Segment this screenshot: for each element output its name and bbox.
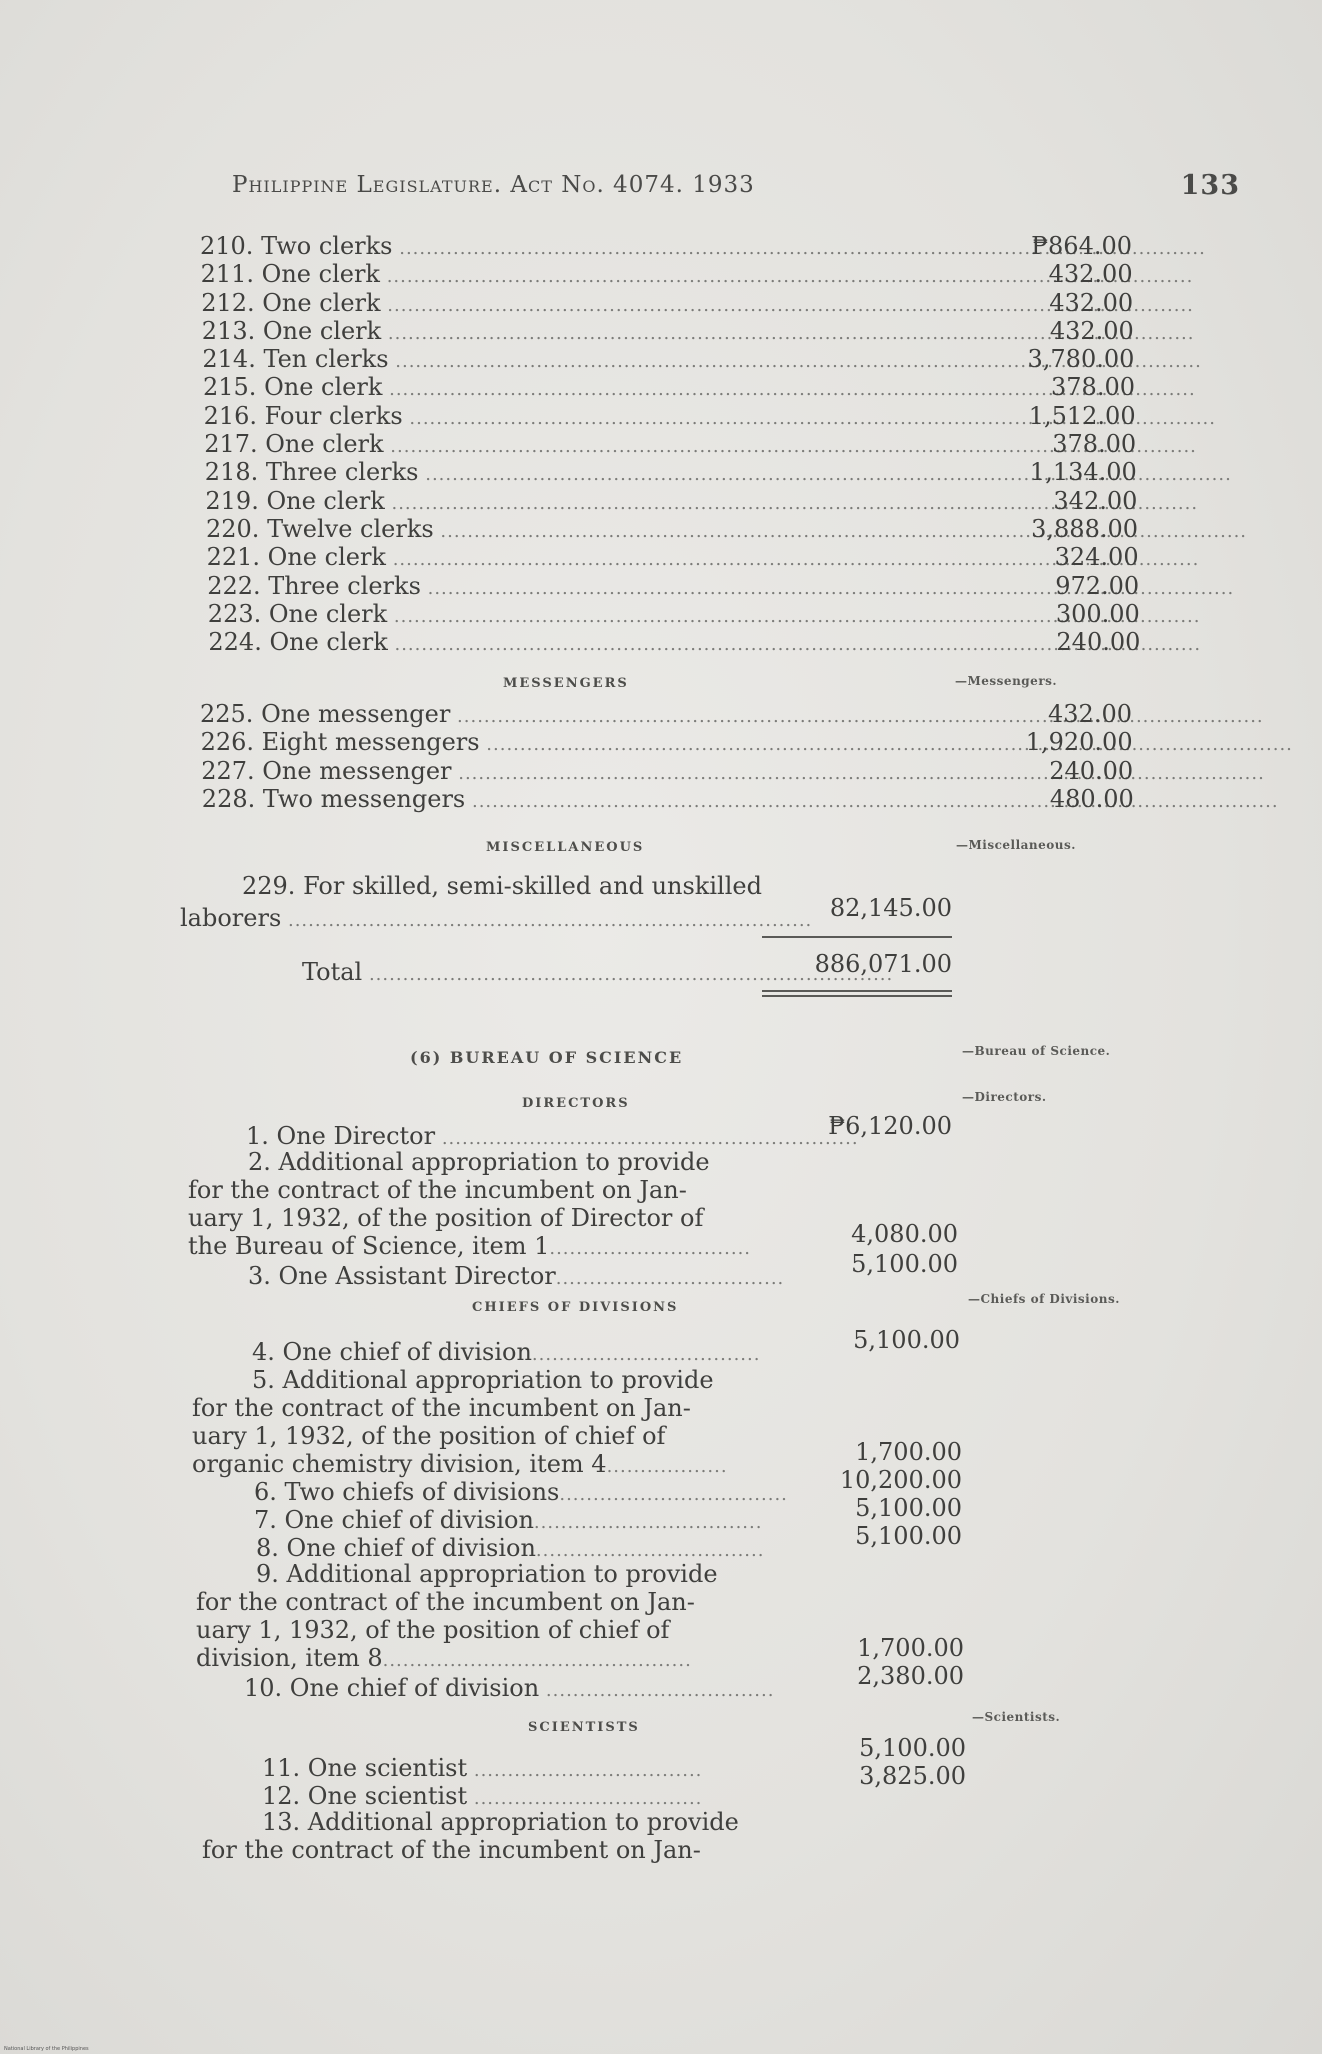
director-item-2-line: uary 1, 1932, of the position of Director of — [188, 1204, 704, 1232]
section-heading-scientists: SCIENTISTS — [528, 1720, 640, 1735]
clerk-label: 216. Four clerks ..... — [204, 402, 747, 433]
messenger-label: 228. Two messengers ..... — [202, 785, 744, 816]
total-amount: 886,071.00 — [814, 950, 952, 978]
clerk-amount: 3,888.00 — [1031, 514, 1138, 543]
clerk-row — [187, 543, 1139, 572]
clerk-amount: 432.00 — [1049, 288, 1134, 317]
chief-item-9-last: division, item 8 — [196, 1644, 383, 1672]
director-item-2-line: the Bureau of Science, item 1.............................. — [188, 1232, 752, 1260]
section-heading-miscellaneous: MISCELLANEOUS — [486, 840, 645, 855]
director-item-1-label: 1. One Director — [246, 1122, 436, 1150]
director-item-2 — [188, 1148, 768, 1263]
misc-item-line2: laborers .............................................................................. — [180, 904, 813, 932]
scientist-item-13 — [202, 1808, 782, 1864]
clerk-label: 220. Twelve clerks ..... — [206, 515, 751, 546]
clerk-label: 224. One clerk ..... — [208, 628, 755, 659]
margin-note-bureau: —Bureau of Science. — [962, 1044, 1111, 1058]
margin-note-scientists: —Scientists. — [972, 1710, 1061, 1724]
director-item-2-line: for the contract of the incumbent on Jan- — [188, 1176, 687, 1204]
scientist-item-12: 12. One scientist .................................. — [262, 1782, 703, 1810]
footer-credit: National Library of the Philippines — [4, 2046, 89, 2052]
clerk-label: 222. Three clerks ..... — [207, 572, 753, 603]
chief-item-4-label: 4. One chief of division — [252, 1338, 532, 1366]
sum-rule — [762, 936, 952, 938]
clerk-row — [185, 486, 1138, 515]
clerk-label: 219. One clerk ..... — [205, 487, 750, 518]
clerk-amount: 378.00 — [1052, 430, 1137, 459]
clerk-label: 217. One clerk ..... — [204, 430, 748, 461]
chief-item-10-label: 10. One chief of division — [244, 1674, 540, 1702]
chief-item-7-label: 7. One chief of division — [254, 1506, 534, 1534]
section-heading-directors: DIRECTORS — [522, 1096, 630, 1111]
chief-item-7-amount: 5,100.00 — [855, 1494, 962, 1522]
chief-item-8: 8. One chief of division.................................. — [256, 1534, 765, 1562]
clerk-label: 210. Two clerks ..... — [200, 232, 740, 263]
chief-item-4: 4. One chief of division.................................. — [252, 1338, 761, 1366]
clerk-amount: 240.00 — [1056, 628, 1141, 657]
clerk-label: 218. Three clerks ..... — [205, 458, 749, 489]
scientist-item-13-line: for the contract of the incumbent on Jan- — [202, 1836, 701, 1864]
clerk-label: 212. One clerk ..... — [201, 289, 742, 320]
director-item-3-label: 3. One Assistant Director — [248, 1262, 556, 1290]
clerk-amount: 342.00 — [1053, 486, 1138, 515]
chief-item-5-line: organic chemistry division, item 4.................. — [192, 1450, 728, 1478]
clerk-row — [182, 316, 1134, 345]
misc-item-label: laborers — [180, 904, 282, 932]
director-item-2-last: the Bureau of Science, item 1 — [188, 1232, 550, 1260]
clerk-row — [188, 599, 1140, 628]
clerk-row — [186, 514, 1138, 543]
margin-note-chiefs: —Chiefs of Divisions. — [968, 1292, 1120, 1306]
messenger-label: 226. Eight messengers ..... — [201, 728, 742, 759]
clerk-amount: 1,512.00 — [1028, 401, 1136, 430]
chief-item-4-amount: 5,100.00 — [853, 1326, 960, 1354]
clerk-amount: 300.00 — [1055, 599, 1140, 628]
chief-item-6-amount: 10,200.00 — [839, 1466, 962, 1494]
clerk-label: 223. One clerk ..... — [208, 600, 755, 631]
messengers-list — [180, 700, 1134, 813]
clerk-amount: 1,134.00 — [1029, 458, 1137, 487]
section-heading-bureau: (6) BUREAU OF SCIENCE — [410, 1048, 684, 1067]
messenger-amount: 480.00 — [1049, 784, 1134, 813]
clerk-label: 215. One clerk ..... — [203, 373, 746, 404]
director-item-3-amount: 5,100.00 — [851, 1250, 958, 1278]
clerk-label: 213. One clerk ..... — [202, 317, 744, 348]
chief-item-9-line: uary 1, 1932, of the position of chief of — [196, 1616, 670, 1644]
director-item-3: 3. One Assistant Director.................................. — [248, 1262, 785, 1290]
chief-item-5 — [192, 1366, 772, 1481]
chief-item-8-label: 8. One chief of division — [256, 1534, 536, 1562]
director-item-2-line: 2. Additional appropriation to provide — [248, 1148, 710, 1176]
messenger-amount: 1,920.00 — [1025, 728, 1133, 757]
chief-item-6: 6. Two chiefs of divisions.................................. — [254, 1478, 788, 1506]
misc-amount: 82,145.00 — [829, 894, 952, 922]
clerk-amount: 378.00 — [1051, 373, 1135, 402]
clerk-label: 221. One clerk ..... — [207, 543, 753, 574]
messenger-row — [181, 756, 1134, 785]
chief-item-9-line: 9. Additional appropriation to provide — [256, 1560, 718, 1588]
chief-item-8-amount: 5,100.00 — [855, 1522, 962, 1550]
clerk-row — [181, 288, 1134, 317]
clerk-amount: 432.00 — [1049, 316, 1134, 345]
clerk-amount: 3,780.00 — [1027, 345, 1135, 374]
clerk-amount: ₱864.00 — [1031, 232, 1132, 260]
margin-note-miscellaneous: —Miscellaneous. — [956, 838, 1076, 852]
clerk-label: 214. Ten clerks ..... — [202, 345, 744, 376]
clerk-row — [187, 571, 1140, 600]
messenger-label: 227. One messenger ..... — [201, 757, 742, 788]
chief-item-9-line: division, item 8.............................................. — [196, 1644, 692, 1672]
clerk-row — [180, 232, 1132, 260]
clerks-list — [180, 232, 1141, 657]
page-number: 133 — [1180, 170, 1240, 201]
chief-item-9-amount: 1,700.00 — [857, 1634, 964, 1662]
chief-item-7: 7. One chief of division.................................. — [254, 1506, 763, 1534]
messenger-row — [181, 728, 1133, 757]
scientist-item-13-line: 13. Additional appropriation to provide — [262, 1808, 739, 1836]
total-row: Total .............................................................................. — [302, 958, 894, 986]
chief-item-5-line: 5. Additional appropriation to provide — [252, 1366, 714, 1394]
chief-item-5-amount: 1,700.00 — [855, 1438, 962, 1466]
messenger-amount: 432.00 — [1048, 700, 1132, 728]
director-item-1-amount: ₱6,120.00 — [828, 1112, 952, 1140]
misc-item-line1: 229. For skilled, semi-skilled and unskilled — [242, 872, 762, 900]
clerk-amount: 972.00 — [1055, 571, 1140, 600]
chief-item-9 — [196, 1560, 776, 1675]
running-head: Philippine Legislature. Act No. 4074. 1933 — [232, 172, 755, 198]
clerk-amount: 432.00 — [1048, 260, 1133, 289]
double-rule-top — [762, 990, 952, 992]
scientist-item-12-amount: 3,825.00 — [859, 1762, 966, 1790]
chief-item-10-amount: 2,380.00 — [857, 1662, 964, 1690]
clerk-row — [185, 458, 1137, 487]
clerk-row — [182, 345, 1135, 374]
section-heading-chiefs: CHIEFS OF DIVISIONS — [472, 1300, 679, 1315]
clerk-row — [184, 430, 1137, 459]
clerk-row — [184, 401, 1136, 430]
chief-item-5-line: for the contract of the incumbent on Jan- — [192, 1394, 691, 1422]
clerk-row — [183, 373, 1135, 402]
clerk-label: 211. One clerk ..... — [201, 260, 742, 291]
chief-item-6-label: 6. Two chiefs of divisions — [254, 1478, 560, 1506]
page-header — [232, 170, 1240, 201]
margin-note-directors: —Directors. — [962, 1090, 1047, 1104]
clerk-row — [188, 628, 1141, 657]
double-rule-bottom — [762, 995, 952, 997]
messenger-label: 225. One messenger ..... — [200, 700, 740, 731]
total-label: Total — [302, 958, 363, 986]
scientist-item-11-label: 11. One scientist — [262, 1754, 468, 1782]
messenger-row — [182, 784, 1134, 813]
chief-item-10: 10. One chief of division .................................. — [244, 1674, 775, 1702]
margin-note-messengers: —Messengers. — [955, 674, 1058, 688]
scientist-item-11: 11. One scientist .................................. — [262, 1754, 703, 1782]
clerk-amount: 324.00 — [1054, 543, 1139, 572]
clerk-row — [181, 260, 1133, 289]
chief-item-5-last: organic chemistry division, item 4 — [192, 1450, 607, 1478]
messenger-row — [180, 700, 1132, 728]
scientist-item-11-amount: 5,100.00 — [859, 1734, 966, 1762]
messenger-amount: 240.00 — [1049, 756, 1134, 785]
scientist-item-12-label: 12. One scientist — [262, 1782, 468, 1810]
chief-item-9-line: for the contract of the incumbent on Jan- — [196, 1588, 695, 1616]
chief-item-5-line: uary 1, 1932, of the position of chief of — [192, 1422, 666, 1450]
director-item-1: 1. One Director .............................................................. — [246, 1122, 859, 1150]
section-heading-messengers: MESSENGERS — [503, 676, 629, 691]
director-item-2-amount: 4,080.00 — [851, 1220, 958, 1248]
